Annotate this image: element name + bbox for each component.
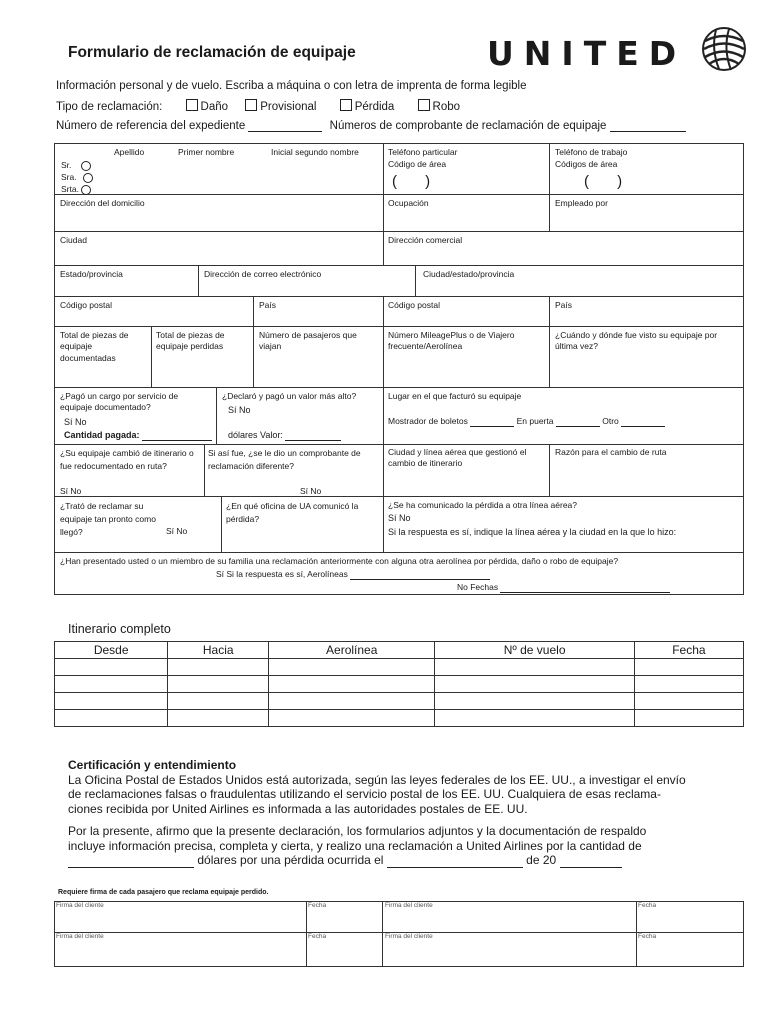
other-label: Otro <box>602 416 619 426</box>
itinerary-title: Itinerario completo <box>68 622 171 636</box>
itinerary-row[interactable] <box>55 659 744 676</box>
title-srta-radio[interactable] <box>81 185 91 195</box>
prior-claim-airlines-field[interactable] <box>350 571 490 580</box>
united-logo <box>487 30 747 75</box>
intro-text: Información personal y de vuelo. Escriba a máquina o con letra de imprenta de forma legible <box>56 80 527 92</box>
itinerary-row[interactable] <box>55 676 744 693</box>
gate-field[interactable] <box>556 418 600 427</box>
address-label: Dirección del domicilio <box>60 198 145 208</box>
ua-office-question: ¿En qué oficina de UA comunicó la pérdida? <box>226 501 359 524</box>
email-label: Dirección de correo electrónico <box>204 269 322 279</box>
prior-claim-yes-row <box>216 569 490 580</box>
cert-p2-line1: Por la presente, afirmo que la presente declaración, los formularios adjuntos y la documentación de respaldo <box>68 824 647 838</box>
date-field-2[interactable]: Fecha <box>638 902 657 909</box>
claim-amount-field[interactable] <box>68 855 194 868</box>
col-date: Fecha <box>634 642 743 659</box>
itinerary-table <box>54 641 744 727</box>
checkbox-theft[interactable]: Robo <box>418 101 461 113</box>
employer-label: Empleado por <box>555 198 608 208</box>
prior-claim-no-label: No Fechas <box>457 582 499 592</box>
gate-label: En puerta <box>516 416 554 426</box>
file-ref-label: Número de referencia del expediente <box>56 120 246 132</box>
bags-checked-label: Total de piezas de equipaje documentadas <box>60 330 129 363</box>
checkbox-provisional[interactable]: Provisional <box>245 101 316 113</box>
loss-date-field[interactable] <box>387 855 523 868</box>
globe-icon <box>701 26 747 72</box>
refs-row <box>56 120 686 132</box>
date-field-3[interactable]: Fecha <box>308 933 327 940</box>
signature-field-3[interactable]: Firma del cliente <box>56 933 104 940</box>
tried-claim-question: ¿Trató de reclamar su equipaje tan pronto como llegó? <box>60 501 156 537</box>
work-city-state-label: Ciudad/estado/provincia <box>423 269 515 279</box>
logo-text: UNITED <box>487 34 687 73</box>
declared-value-field[interactable] <box>285 431 341 441</box>
paid-fee-question: ¿Pagó un cargo por servicio de equipaje documentado? <box>60 391 179 413</box>
other-field[interactable] <box>621 418 665 427</box>
title-options <box>61 159 93 195</box>
occupation-label: Ocupación <box>388 198 429 208</box>
cert-p1-line3: ciones recibida por United Airlines es informada a las autoridades postales de EE. UU. <box>68 801 528 816</box>
work-phone-label: Teléfono de trabajo <box>555 147 628 157</box>
prior-claim-no-row <box>457 582 670 593</box>
mileage-label: Número MileagePlus o de Viajero frecuente/Aerolínea <box>388 330 515 352</box>
cert-p2-line3 <box>68 853 748 868</box>
different-receipt-answer[interactable]: Sí No <box>300 486 322 496</box>
title-sra-radio[interactable] <box>83 173 93 183</box>
different-receipt-question: Si así fue, ¿se le dio un comprobante de reclamación diferente? <box>208 448 361 471</box>
title-srta-label: Srta. <box>61 184 79 194</box>
date-field-1[interactable]: Fecha <box>308 902 327 909</box>
checkbox-loss[interactable]: Pérdida <box>340 101 395 113</box>
col-airline: Aerolínea <box>269 642 435 659</box>
certification-section <box>68 758 748 868</box>
itinerary-row[interactable] <box>55 693 744 710</box>
itinerary-row[interactable] <box>55 710 744 727</box>
counter-label: Mostrador de boletos <box>388 416 468 426</box>
surname-label: Apellido <box>114 147 145 157</box>
prior-claim-yes-label: Sí Si la respuesta es sí, Aerolíneas <box>216 569 348 579</box>
col-flight-number: Nº de vuelo <box>435 642 634 659</box>
title-sra-label: Sra. <box>61 172 77 182</box>
cert-dollars-text: dólares por una pérdida ocurrida el <box>197 853 384 867</box>
declared-value-question: ¿Declaró y pagó un valor más alto? <box>222 391 357 401</box>
signature-field-1[interactable]: Firma del cliente <box>56 902 104 909</box>
signature-note: Requiere firma de cada pasajero que reclama equipaje perdido. <box>58 889 269 896</box>
passengers-label: Número de pasajeros que viajan <box>259 330 357 352</box>
col-to: Hacia <box>168 642 269 659</box>
middle-initial-label: Inicial segundo nombre <box>271 147 359 157</box>
checked-where-options <box>388 416 665 427</box>
home-area-code-label: Código de área <box>388 159 447 169</box>
prior-claim-dates-field[interactable] <box>500 584 670 593</box>
claim-type-label: Tipo de reclamación: <box>56 101 163 113</box>
paid-amount-field[interactable] <box>142 431 212 441</box>
cert-p1-line1: La Oficina Postal de Estados Unidos está autorizada, según las leyes federales de los EE. UU., a investigar el envío <box>68 772 686 787</box>
loss-year-field[interactable] <box>560 855 622 868</box>
signature-field-4[interactable]: Firma del cliente <box>385 933 433 940</box>
checkbox-damage[interactable]: Daño <box>186 101 229 113</box>
work-country-label: País <box>555 300 573 310</box>
signature-field-2[interactable]: Firma del cliente <box>385 902 433 909</box>
first-name-label: Primer nombre <box>178 147 235 157</box>
work-area-codes-label: Códigos de área <box>555 159 618 169</box>
col-from: Desde <box>55 642 168 659</box>
bags-lost-label: Total de piezas de equipaje perdidas <box>156 330 225 352</box>
tried-claim-answer[interactable]: Sí No <box>166 526 188 536</box>
last-seen-label: ¿Cuándo y dónde fue visto su equipaje por última vez? <box>555 330 718 352</box>
title-sr-radio[interactable] <box>81 161 91 171</box>
other-airline-note: Si la respuesta es sí, indique la línea aérea y la ciudad en la que lo hizo: <box>388 527 677 537</box>
date-field-4[interactable]: Fecha <box>638 933 657 940</box>
reroute-reason-label: Razón para el cambio de ruta <box>555 447 667 457</box>
title-sr-label: Sr. <box>61 160 72 170</box>
paid-fee-answer[interactable]: Sí No <box>64 417 87 427</box>
form-title: Formulario de reclamación de equipaje <box>68 44 356 61</box>
home-phone-label: Teléfono particular <box>388 147 458 157</box>
dollars-label: dólares Valor: <box>228 430 283 440</box>
city-label: Ciudad <box>60 235 87 245</box>
file-ref-field[interactable] <box>248 120 322 132</box>
cert-year-text: de 20 <box>526 853 557 867</box>
work-phone-field[interactable]: ( ) <box>584 173 635 190</box>
zip-label: Código postal <box>60 300 112 310</box>
country-label: País <box>259 300 277 310</box>
claim-type-row <box>56 99 460 113</box>
prior-claim-question: ¿Han presentado usted o un miembro de su familia una reclamación anteriormente con alguna otra aerolínea por pérdida, daño o robo de equipaje? <box>60 556 619 566</box>
state-label: Estado/provincia <box>60 269 123 279</box>
other-airline-question: ¿Se ha comunicado la pérdida a otra línea aérea? <box>388 500 578 510</box>
rerouted-answer[interactable]: Sí No <box>60 486 82 496</box>
rerouted-question: ¿Su equipaje cambió de itinerario o fue redocumentado en ruta? <box>60 448 194 471</box>
home-phone-field[interactable]: ( ) <box>392 173 443 190</box>
cert-p2-line2: incluye información precisa, completa y cierta, y realizo una reclamación a United Airlines por la cantidad de <box>68 838 642 853</box>
other-airline-answer[interactable]: Sí No <box>388 513 411 523</box>
claim-tickets-label: Números de comprobante de reclamación de equipaje <box>329 120 607 132</box>
declared-value-answer[interactable]: Sí No <box>228 405 251 415</box>
counter-field[interactable] <box>470 418 514 427</box>
claim-tickets-field[interactable] <box>610 120 686 132</box>
declared-value-row <box>228 429 341 441</box>
paid-amount-row <box>64 429 212 441</box>
checked-where-label: Lugar en el que facturó su equipaje <box>388 391 522 401</box>
reroute-city-label: Ciudad y línea aérea que gestionó el cambio de itinerario <box>388 447 527 469</box>
paid-amount-label: Cantidad pagada: <box>64 430 140 440</box>
cert-p1-line2: de reclamaciones falsas o fraudulentas utilizando el servicio postal de los EE. UU. Cualquiera de esas reclama- <box>68 787 661 801</box>
work-address-label: Dirección comercial <box>388 235 463 245</box>
work-zip-label: Código postal <box>388 300 440 310</box>
itinerary-header-row <box>55 642 744 659</box>
certification-title: Certificación y entendimiento <box>68 758 237 772</box>
